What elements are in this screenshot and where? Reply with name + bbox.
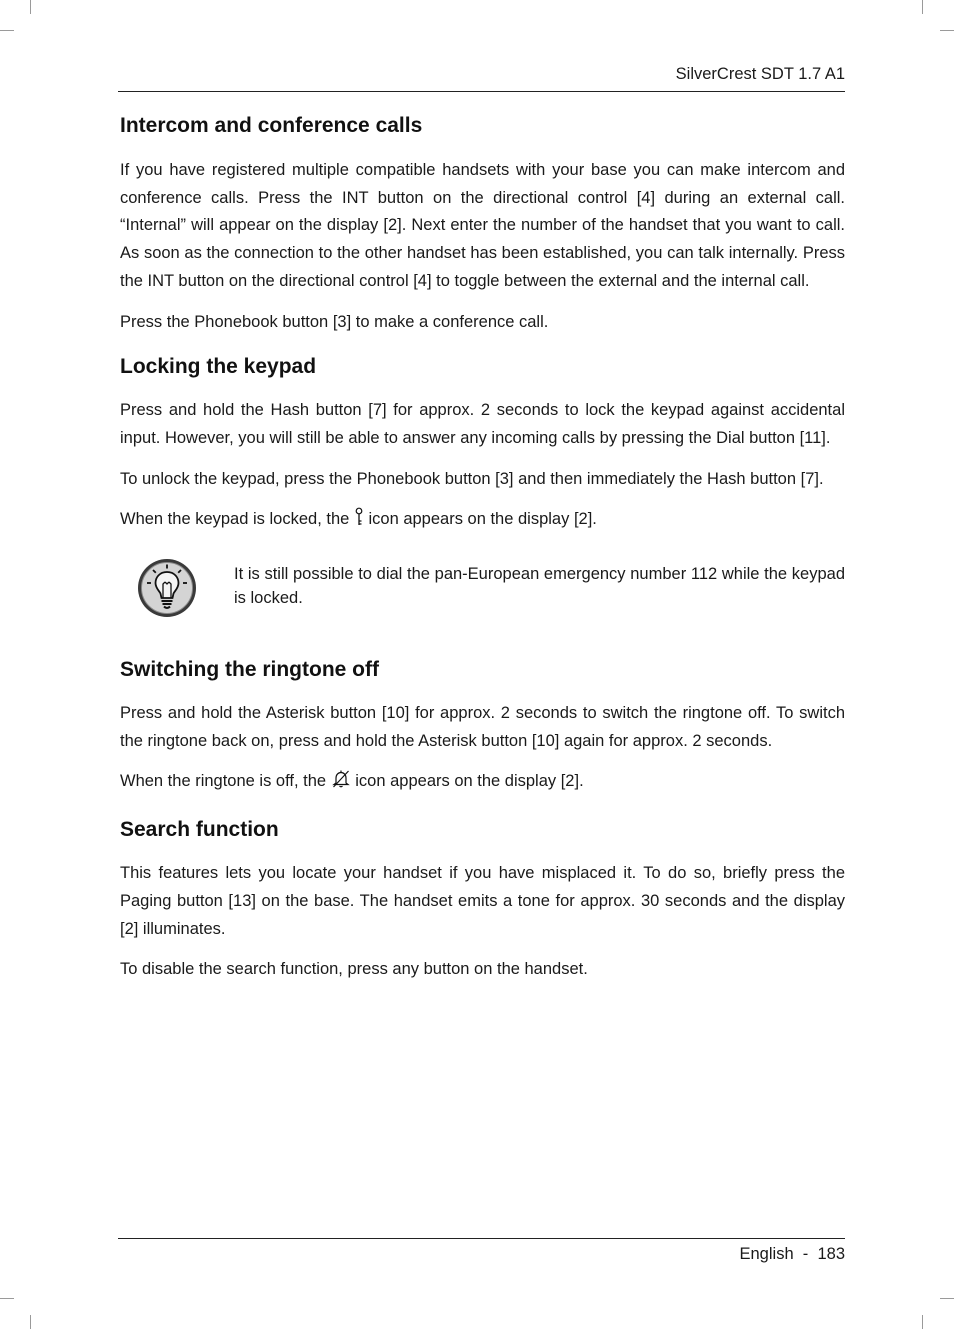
footer-language: English xyxy=(739,1245,794,1263)
crop-mark xyxy=(0,30,14,31)
page-footer xyxy=(118,1242,845,1266)
running-header: SilverCrest SDT 1.7 A1 xyxy=(675,65,845,83)
lightbulb-icon xyxy=(136,557,198,619)
keypad-paragraph-3-after: icon appears on the display [2]. xyxy=(363,510,597,529)
crop-mark xyxy=(30,0,31,14)
page-number: 183 xyxy=(817,1245,845,1263)
page-content xyxy=(120,112,845,984)
header-rule xyxy=(118,91,845,92)
search-paragraph-1: This features lets you locate your handset if you have misplaced it. To do so, briefly press the Paging button [13] on the base. The handset emits a tone for approx. 30 seconds and the display [2] illuminates. xyxy=(120,864,845,938)
key-icon xyxy=(354,507,364,537)
keypad-paragraph-3-before: When the keypad is locked, the xyxy=(120,510,354,529)
search-paragraph-2: To disable the search function, press any button on the handset. xyxy=(120,960,588,979)
crop-mark xyxy=(30,1315,31,1329)
note-text: It is still possible to dial the pan-European emergency number 112 while the keypad is locked. xyxy=(234,565,845,608)
crop-mark xyxy=(922,0,923,14)
crop-mark xyxy=(940,1298,954,1299)
keypad-paragraph-3 xyxy=(120,506,845,537)
heading-keypad: Locking the keypad xyxy=(120,355,317,379)
crop-mark xyxy=(0,1298,14,1299)
ringtone-paragraph-2 xyxy=(120,768,845,799)
crop-mark xyxy=(940,30,954,31)
heading-ringtone: Switching the ringtone off xyxy=(120,658,379,682)
ringtone-paragraph-1: Press and hold the Asterisk button [10] for approx. 2 seconds to switch the ringtone off. To switch the ringtone back on, press and hold the Asterisk button [10] again for approx. 2 seconds. xyxy=(120,704,845,750)
bell-off-icon xyxy=(331,769,351,799)
heading-intercom: Intercom and conference calls xyxy=(120,114,423,137)
keypad-paragraph-2: To unlock the keypad, press the Phonebook button [3] and then immediately the Hash button [7]. xyxy=(120,469,824,488)
note-box xyxy=(120,553,845,633)
heading-search: Search function xyxy=(120,818,279,842)
keypad-paragraph-1: Press and hold the Hash button [7] for approx. 2 seconds to lock the keypad against accidental input. However, you will still be able to answer any incoming calls by pressing the Dial button [11]. xyxy=(120,401,845,447)
footer-separator: - xyxy=(802,1245,809,1263)
crop-mark xyxy=(922,1315,923,1329)
intercom-paragraph-2: Press the Phonebook button [3] to make a conference call. xyxy=(120,312,549,331)
footer-rule xyxy=(118,1238,845,1239)
ringtone-paragraph-2-after: icon appears on the display [2]. xyxy=(350,772,584,791)
ringtone-paragraph-2-before: When the ringtone is off, the xyxy=(120,772,331,791)
intercom-paragraph-1: If you have registered multiple compatible handsets with your base you can make intercom and conference calls. Press the INT button on the directional control [4] during an external call. “Internal” will appear on the display [2]. Next enter the number of the handset that you want to call. As soon as the connection to the other handset has been established, you can talk internally. Press the INT button on the directional control [4] to toggle between the external and the internal call. xyxy=(120,161,845,290)
